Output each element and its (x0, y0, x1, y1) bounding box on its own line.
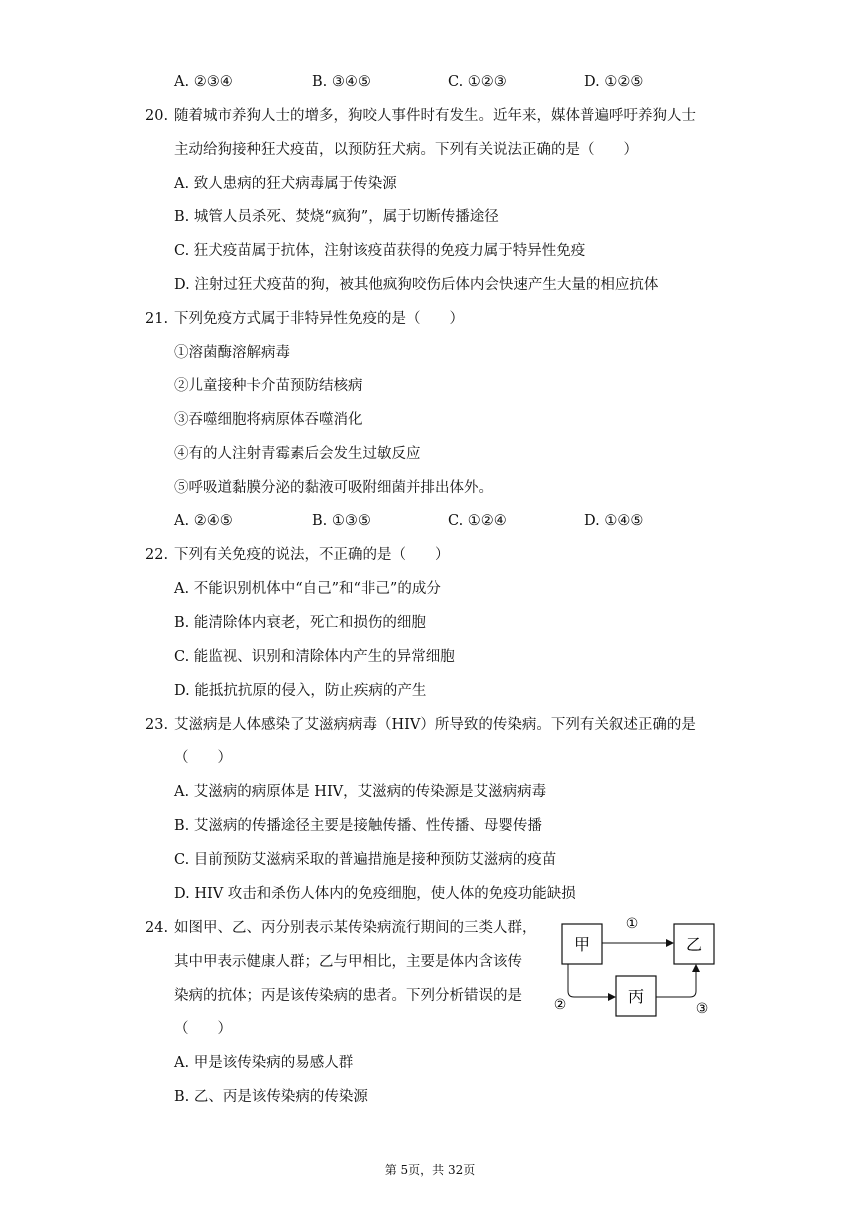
q19-option-d: D. ①②⑤ (584, 74, 644, 90)
q23-stem-line-1: 艾滋病是人体感染了艾滋病病毒（HIV）所导致的传染病。下列有关叙述正确的是 (174, 717, 696, 733)
q22-option-b: B. 能清除体内衰老，死亡和损伤的细胞 (174, 615, 426, 631)
q23-option-b: B. 艾滋病的传播途径主要是接触传播、性传播、母婴传播 (174, 818, 542, 834)
q19-option-a: A. ②③④ (174, 74, 233, 90)
q21-option-a: A. ②④⑤ (174, 513, 233, 529)
q23-option-a: A. 艾滋病的病原体是 HIV，艾滋病的传染源是艾滋病病毒 (174, 784, 547, 800)
q21-item-4: ④有的人注射青霉素后会发生过敏反应 (174, 446, 421, 462)
q21-stem: 下列免疫方式属于非特异性免疫的是（ ） (174, 311, 464, 327)
box-bing-label: 丙 (627, 987, 645, 1006)
arrow-3-label: ③ (695, 1001, 709, 1017)
q20-option-d: D. 注射过狂犬疫苗的狗，被其他疯狗咬伤后体内会快速产生大量的相应抗体 (174, 277, 659, 293)
q20-number: 20. (145, 108, 169, 124)
q20-stem-line-1: 随着城市养狗人士的增多，狗咬人事件时有发生。近年来，媒体普遍呼吁养狗人士 (174, 108, 696, 124)
q20-stem-line-2: 主动给狗接种狂犬疫苗，以预防狂犬病。下列有关说法正确的是（ ） (174, 142, 638, 158)
q21-item-1: ①溶菌酶溶解病毒 (174, 345, 290, 361)
q23-option-d: D. HIV 攻击和杀伤人体内的免疫细胞，使人体的免疫功能缺损 (174, 886, 576, 902)
q24-stem-line-4: （ ） (174, 1021, 232, 1037)
q24-stem-line-2: 其中甲表示健康人群；乙与甲相比，主要是体内含该传 (174, 954, 522, 970)
q21-item-3: ③吞噬细胞将病原体吞噬消化 (174, 412, 363, 428)
q19-options (174, 72, 734, 92)
box-jia-label: 甲 (573, 935, 591, 954)
q21-item-2: ②儿童接种卡介苗预防结核病 (174, 378, 363, 394)
arrow-2-label: ② (553, 997, 567, 1013)
q22-option-c: C. 能监视、识别和清除体内产生的异常细胞 (174, 649, 455, 665)
q24-diagram (550, 905, 730, 1025)
arrow-1-label: ① (625, 916, 639, 932)
q19-option-b: B. ③④⑤ (312, 74, 371, 90)
q21-option-b: B. ①③⑤ (312, 513, 371, 529)
arrow-2 (568, 964, 615, 997)
q21-options (174, 511, 734, 531)
q21-option-c: C. ①②④ (448, 513, 507, 529)
q19-option-c: C. ①②③ (448, 74, 507, 90)
box-yi-label: 乙 (685, 935, 703, 954)
q21-item-5: ⑤呼吸道黏膜分泌的黏液可吸附细菌并排出体外。 (174, 480, 493, 496)
q20-option-b: B. 城管人员杀死、焚烧“疯狗”，属于切断传播途径 (174, 209, 499, 225)
q22-stem: 下列有关免疫的说法，不正确的是（ ） (174, 547, 450, 563)
arrow-3 (656, 965, 696, 997)
q24-option-b: B. 乙、丙是该传染病的传染源 (174, 1089, 368, 1105)
q24-stem-line-1: 如图甲、乙、丙分别表示某传染病流行期间的三类人群， (174, 920, 537, 936)
q22-number: 22. (145, 547, 169, 563)
q22-option-a: A. 不能识别机体中“自己”和“非己”的成分 (174, 581, 441, 597)
q21-option-d: D. ①④⑤ (584, 513, 644, 529)
q21-number: 21. (145, 311, 169, 327)
q23-option-c: C. 目前预防艾滋病采取的普遍措施是接种预防艾滋病的疫苗 (174, 852, 557, 868)
q24-number: 24. (145, 920, 169, 936)
q23-number: 23. (145, 717, 169, 733)
q23-stem-line-2: （ ） (174, 750, 232, 766)
page-footer: 第 5页，共 32页 (384, 1163, 476, 1177)
q22-option-d: D. 能抵抗抗原的侵入，防止疾病的产生 (174, 683, 427, 699)
q20-option-c: C. 狂犬疫苗属于抗体，注射该疫苗获得的免疫力属于特异性免疫 (174, 243, 586, 259)
q24-stem-line-3: 染病的抗体；丙是该传染病的患者。下列分析错误的是 (174, 988, 522, 1004)
q20-option-a: A. 致人患病的狂犬病毒属于传染源 (174, 176, 397, 192)
q24-option-a: A. 甲是该传染病的易感人群 (174, 1055, 354, 1071)
